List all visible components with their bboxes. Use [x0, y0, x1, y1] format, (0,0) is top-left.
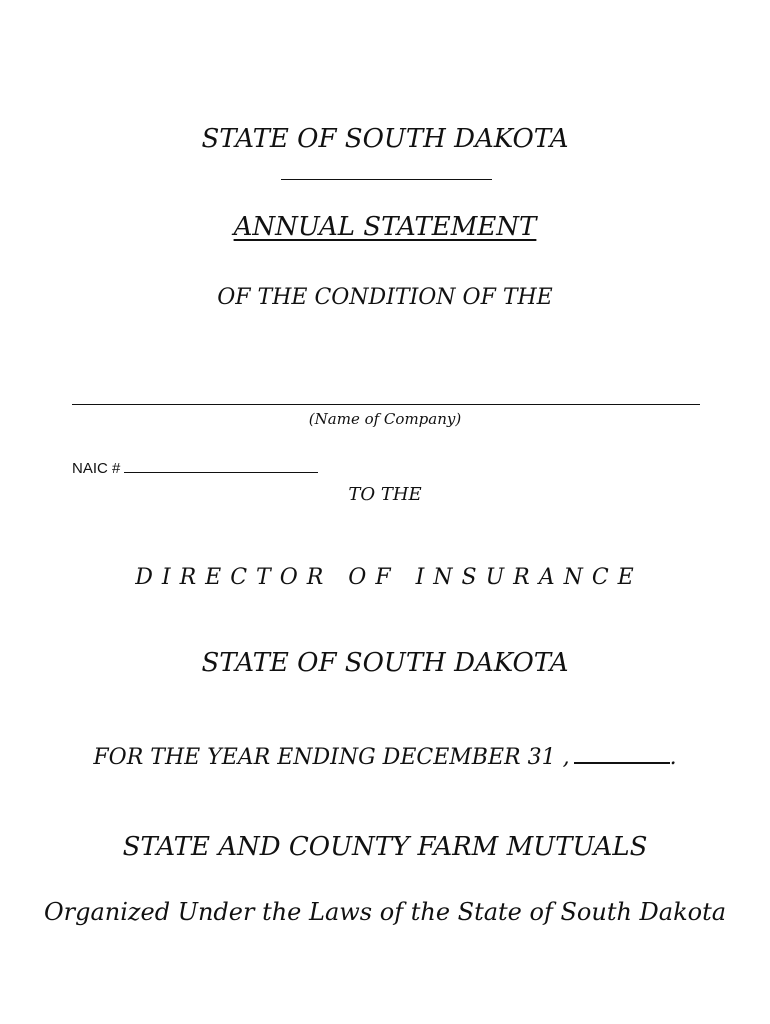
year-field[interactable] — [574, 744, 670, 764]
condition-text: OF THE CONDITION OF THE — [217, 285, 553, 310]
state-title-bottom: STATE OF SOUTH DAKOTA — [201, 648, 569, 678]
naic-row — [72, 458, 318, 477]
organized-under-text: Organized Under the Laws of the State of South Dakota — [43, 898, 727, 926]
title-divider — [281, 179, 492, 180]
organization-type: STATE AND COUNTY FARM MUTUALS — [122, 832, 648, 862]
year-ending-row — [0, 744, 770, 770]
naic-number-field[interactable] — [124, 458, 318, 473]
year-ending-label: FOR THE YEAR ENDING DECEMBER 31 , — [93, 745, 570, 770]
year-period: . — [669, 745, 677, 770]
company-name-caption: (Name of Company) — [308, 410, 462, 428]
to-the-text: TO THE — [348, 484, 422, 505]
annual-statement-title: ANNUAL STATEMENT — [233, 212, 537, 242]
naic-label: NAIC # — [72, 460, 121, 477]
state-title-top: STATE OF SOUTH DAKOTA — [201, 124, 569, 154]
director-of-insurance: DIRECTOR OF INSURANCE — [135, 565, 643, 590]
company-name-field[interactable] — [72, 404, 700, 405]
